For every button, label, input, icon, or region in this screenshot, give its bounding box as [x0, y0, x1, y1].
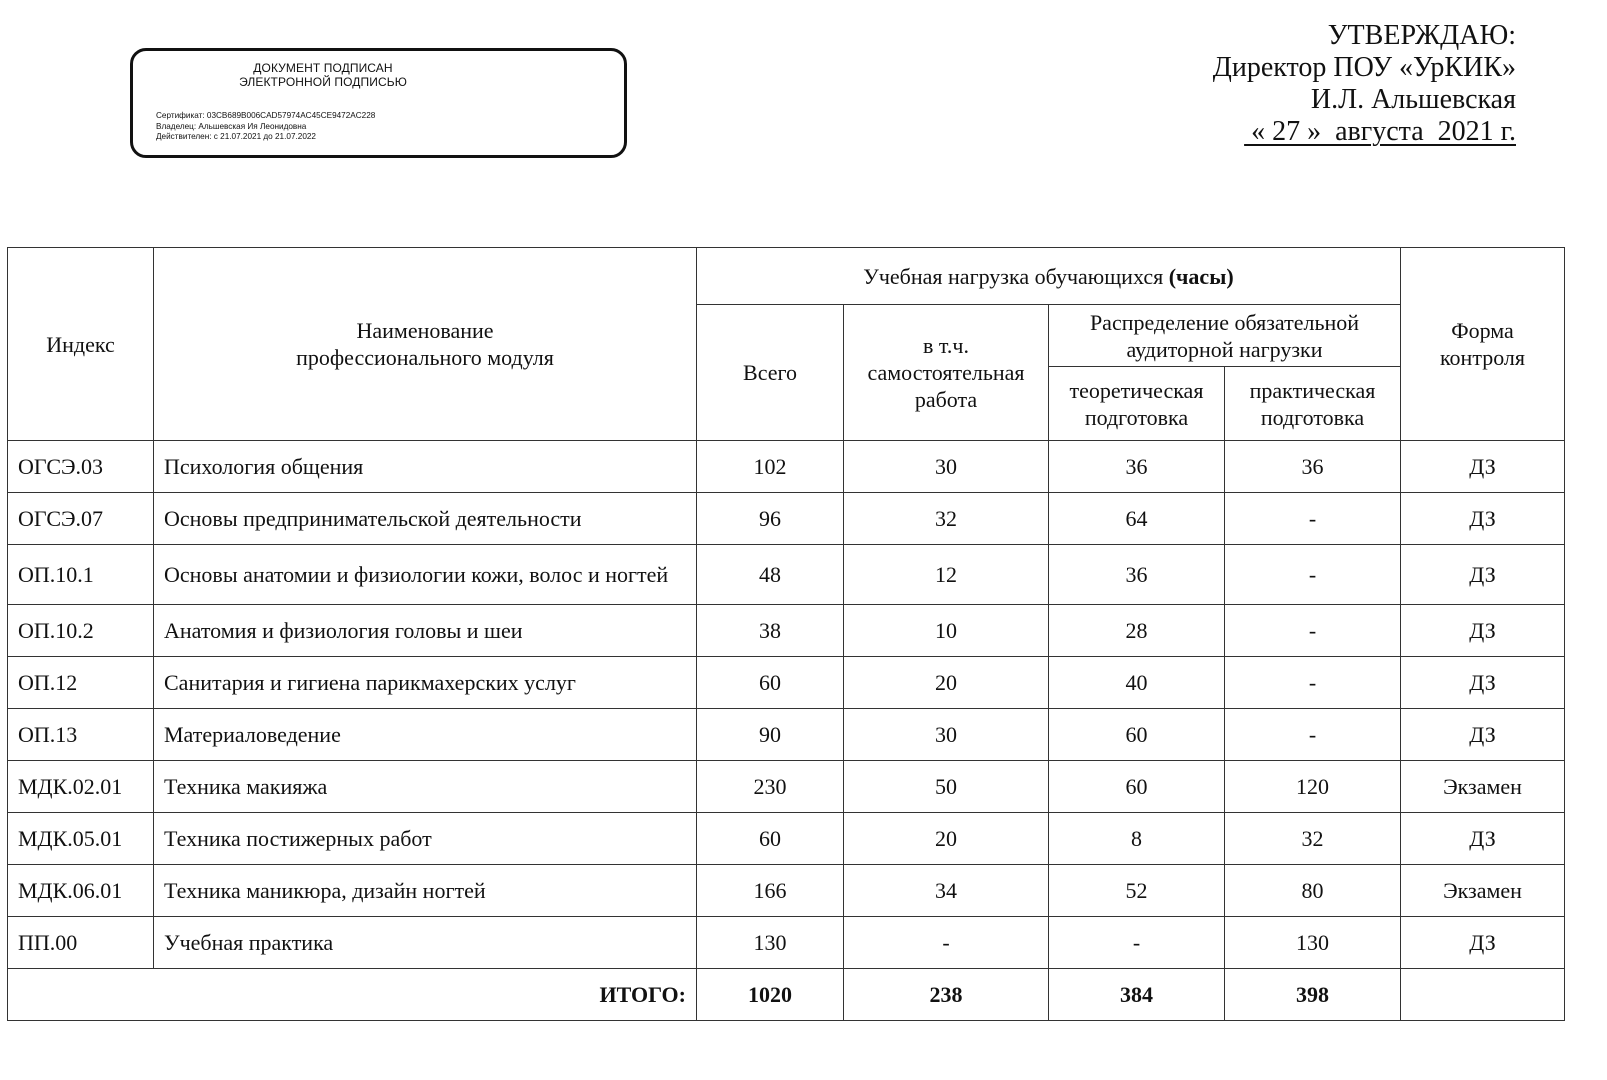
curriculum-table	[7, 247, 1565, 1021]
stamp-owner: Владелец: Альшевская Ия Леонидовна	[156, 121, 307, 131]
stamp-title	[133, 61, 513, 89]
header-control-form-line1: Форма	[1451, 318, 1514, 343]
cell-name: Основы предпринимательской деятельности	[154, 493, 697, 545]
cell-theory: 52	[1049, 865, 1225, 917]
header-practice	[1225, 367, 1401, 441]
cell-self-study: 20	[844, 813, 1049, 865]
cell-self-study: 50	[844, 761, 1049, 813]
header-self-study-line2: самостоятельная	[867, 360, 1025, 385]
stamp-certificate: Сертификат: 03CB689B006CAD57974AC45CE9472AC228	[156, 111, 376, 120]
cell-index: ОГСЭ.03	[8, 441, 154, 493]
cell-control-form: ДЗ	[1401, 709, 1565, 761]
header-practice-line1: практическая	[1249, 377, 1376, 403]
cell-control-form: ДЗ	[1401, 545, 1565, 605]
cell-index: ОП.10.2	[8, 605, 154, 657]
totals-row	[8, 969, 1565, 1021]
cell-name: Санитария и гигиена парикмахерских услуг	[154, 657, 697, 709]
cell-theory: 64	[1049, 493, 1225, 545]
header-study-load-text: Учебная нагрузка обучающихся	[863, 263, 1169, 289]
header-distribution-line1: Распределение обязательной	[1089, 309, 1360, 335]
header-control-form-line2: контроля	[1439, 345, 1526, 370]
header-practice-line2: подготовка	[1260, 404, 1365, 430]
cell-total: 38	[697, 605, 844, 657]
cell-index: МДК.05.01	[8, 813, 154, 865]
totals-total: 1020	[697, 969, 844, 1021]
stamp-title-line1: ДОКУМЕНТ ПОДПИСАН	[253, 61, 393, 75]
cell-total: 60	[697, 813, 844, 865]
header-theory-line2: подготовка	[1084, 404, 1189, 430]
cell-theory: 40	[1049, 657, 1225, 709]
approval-heading: УТВЕРЖДАЮ:	[1327, 20, 1516, 51]
cell-practice: 120	[1225, 761, 1401, 813]
cell-self-study: 30	[844, 441, 1049, 493]
header-module-name	[154, 248, 697, 441]
table-row	[8, 865, 1565, 917]
cell-name: Материаловедение	[154, 709, 697, 761]
header-study-load	[697, 248, 1401, 305]
cell-practice: 80	[1225, 865, 1401, 917]
cell-theory: 8	[1049, 813, 1225, 865]
table-row	[8, 657, 1565, 709]
cell-index: ОГСЭ.07	[8, 493, 154, 545]
table-row	[8, 709, 1565, 761]
header-module-name-line1: Наименование	[356, 318, 494, 343]
cell-index: МДК.06.01	[8, 865, 154, 917]
header-self-study	[844, 305, 1049, 441]
cell-practice: -	[1225, 493, 1401, 545]
header-theory-line1: теоретическая	[1069, 377, 1204, 403]
cell-control-form: ДЗ	[1401, 813, 1565, 865]
table-row	[8, 761, 1565, 813]
stamp-title-line2: ЭЛЕКТРОННОЙ ПОДПИСЬЮ	[239, 75, 407, 89]
table-row	[8, 493, 1565, 545]
header-control-form	[1401, 248, 1565, 441]
cell-self-study: 30	[844, 709, 1049, 761]
totals-control-form	[1401, 969, 1565, 1021]
cell-self-study: 34	[844, 865, 1049, 917]
cell-practice: -	[1225, 545, 1401, 605]
cell-name: Анатомия и физиология головы и шеи	[154, 605, 697, 657]
cell-self-study: 10	[844, 605, 1049, 657]
cell-self-study: 12	[844, 545, 1049, 605]
cell-control-form: ДЗ	[1401, 441, 1565, 493]
header-self-study-line3: работа	[914, 387, 978, 412]
cell-self-study: -	[844, 917, 1049, 969]
cell-name: Техника маникюра, дизайн ногтей	[154, 865, 697, 917]
cell-control-form: ДЗ	[1401, 917, 1565, 969]
cell-name: Техника постижерных работ	[154, 813, 697, 865]
cell-index: ОП.10.1	[8, 545, 154, 605]
cell-index: МДК.02.01	[8, 761, 154, 813]
table-row	[8, 441, 1565, 493]
approval-position: Директор ПОУ «УрКИК»	[1212, 52, 1516, 83]
cell-theory: 60	[1049, 709, 1225, 761]
cell-index: ОП.13	[8, 709, 154, 761]
cell-total: 60	[697, 657, 844, 709]
header-theory	[1049, 367, 1225, 441]
stamp-validity: Действителен: с 21.07.2021 до 21.07.2022	[156, 132, 316, 141]
cell-self-study: 20	[844, 657, 1049, 709]
approval-date: « 27 » августа 2021 г.	[1244, 116, 1516, 147]
cell-theory: 36	[1049, 545, 1225, 605]
cell-total: 230	[697, 761, 844, 813]
table-row	[8, 813, 1565, 865]
cell-control-form: ДЗ	[1401, 493, 1565, 545]
table-row	[8, 917, 1565, 969]
totals-theory: 384	[1049, 969, 1225, 1021]
cell-theory: 36	[1049, 441, 1225, 493]
header-study-load-unit: (часы)	[1168, 263, 1234, 289]
cell-self-study: 32	[844, 493, 1049, 545]
cell-total: 166	[697, 865, 844, 917]
cell-control-form: ДЗ	[1401, 657, 1565, 709]
cell-theory: -	[1049, 917, 1225, 969]
cell-theory: 28	[1049, 605, 1225, 657]
totals-practice: 398	[1225, 969, 1401, 1021]
approval-block	[1213, 20, 1516, 148]
header-total: Всего	[697, 305, 844, 441]
cell-index: ПП.00	[8, 917, 154, 969]
header-distribution-line2: аудиторной нагрузки	[1126, 336, 1323, 362]
cell-total: 102	[697, 441, 844, 493]
cell-control-form: Экзамен	[1401, 865, 1565, 917]
cell-total: 90	[697, 709, 844, 761]
totals-label: ИТОГО:	[8, 969, 697, 1021]
totals-self-study: 238	[844, 969, 1049, 1021]
cell-practice: 32	[1225, 813, 1401, 865]
cell-name: Учебная практика	[154, 917, 697, 969]
header-self-study-line1: в т.ч.	[923, 333, 969, 358]
header-module-name-line2: профессионального модуля	[296, 345, 554, 370]
cell-practice: 130	[1225, 917, 1401, 969]
electronic-signature-stamp	[130, 48, 627, 158]
approval-signer: И.Л. Альшевская	[1310, 84, 1516, 115]
table-row	[8, 545, 1565, 605]
cell-index: ОП.12	[8, 657, 154, 709]
cell-control-form: Экзамен	[1401, 761, 1565, 813]
header-index: Индекс	[8, 248, 154, 441]
cell-control-form: ДЗ	[1401, 605, 1565, 657]
cell-total: 96	[697, 493, 844, 545]
cell-total: 130	[697, 917, 844, 969]
stamp-info	[156, 111, 375, 143]
cell-total: 48	[697, 545, 844, 605]
header-distribution	[1049, 305, 1401, 367]
cell-theory: 60	[1049, 761, 1225, 813]
cell-practice: 36	[1225, 441, 1401, 493]
cell-practice: -	[1225, 605, 1401, 657]
cell-practice: -	[1225, 657, 1401, 709]
cell-name: Основы анатомии и физиологии кожи, волос и ногтей	[154, 545, 697, 605]
table-row	[8, 605, 1565, 657]
cell-practice: -	[1225, 709, 1401, 761]
cell-name: Техника макияжа	[154, 761, 697, 813]
cell-name: Психология общения	[154, 441, 697, 493]
